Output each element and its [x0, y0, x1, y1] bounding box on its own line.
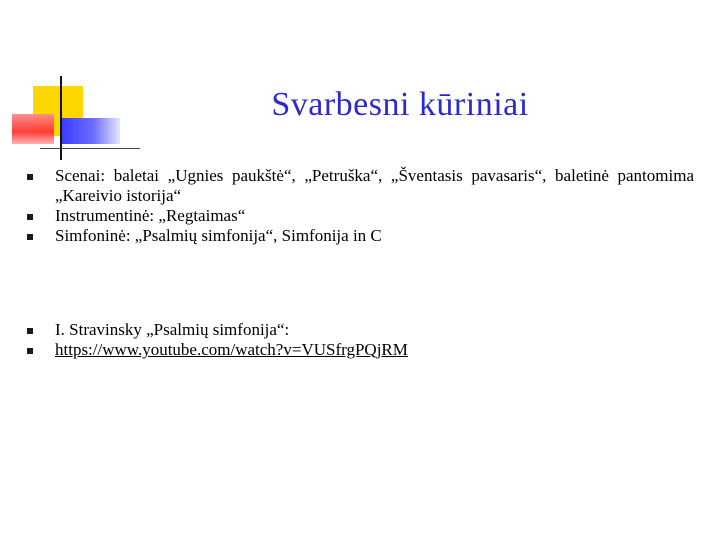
list-item — [24, 206, 694, 226]
list-spacer — [24, 246, 694, 320]
bullet-icon — [27, 328, 33, 334]
blue-bar — [62, 118, 120, 144]
list-item — [24, 340, 694, 360]
list-item-text: I. Stravinsky „Psalmių simfonija“: — [55, 320, 290, 339]
list-item-text: Scenai: baletai „Ugnies paukštė“, „Petruška“, „Šventasis pavasaris“, baletinė pantomima „Kareivio istorija“ — [55, 166, 694, 205]
red-square — [12, 114, 54, 144]
list-item — [24, 226, 694, 246]
list-item — [24, 166, 694, 206]
decorative-blocks-graphic — [0, 0, 140, 170]
bullet-icon — [27, 174, 33, 180]
list-item-text: Instrumentinė: „Regtaimas“ — [55, 206, 246, 225]
horizontal-rule — [40, 148, 140, 149]
list-item — [24, 320, 694, 340]
list-item-text: Simfoninė: „Psalmių simfonija“, Simfonija in C — [55, 226, 382, 245]
bullet-icon — [27, 348, 33, 354]
bullet-list — [24, 166, 694, 360]
bullet-icon — [27, 214, 33, 220]
slide-title: Svarbesni kūriniai — [271, 86, 529, 123]
youtube-link[interactable]: https://www.youtube.com/watch?v=VUSfrgPQjRM — [55, 340, 408, 359]
bullet-icon — [27, 234, 33, 240]
